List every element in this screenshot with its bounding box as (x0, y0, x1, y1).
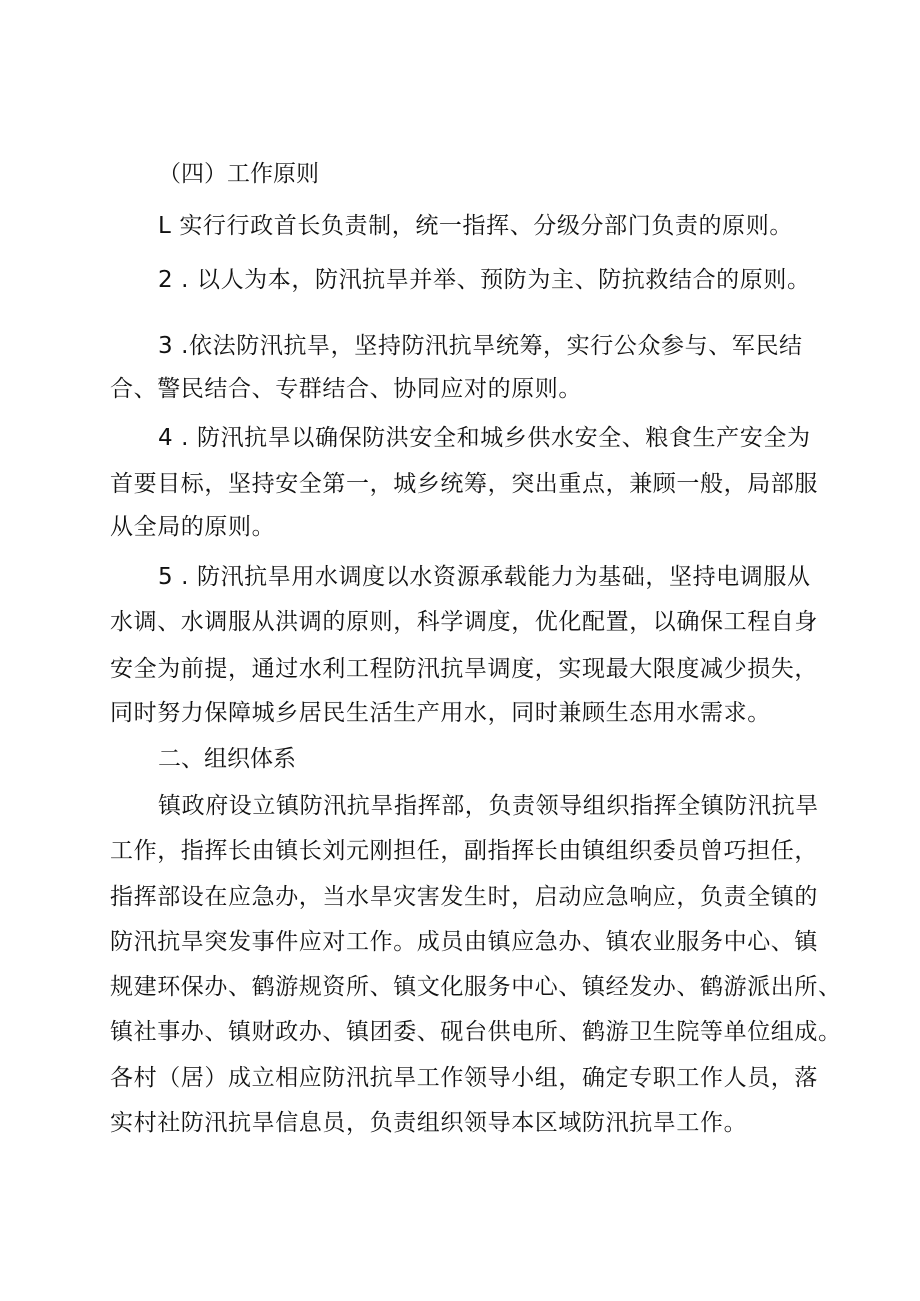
principle-3-line-2: 合、警民结合、专群结合、协同应对的原则。 (110, 376, 582, 402)
organization-line-8: 实村社防汛抗旱信息员，负责组织领导本区域防汛抗旱工作。 (110, 1110, 748, 1136)
principle-5-line-2: 水调、水调服从洪调的原则，科学调度，优化配置，以确保工程自身 (110, 609, 818, 635)
principle-3-line-1: 3 .依法防汛抗旱，坚持防汛抗旱统筹，实行公众参与、军民结 (158, 333, 803, 359)
organization-line-2: 工作，指挥长由镇长刘元刚担任，副指挥长由镇组织委员曾巧担任， (110, 838, 818, 864)
principle-4-line-3: 从全局的原则。 (110, 514, 276, 540)
principle-5-line-4: 同时努力保障城乡居民生活生产用水，同时兼顾生态用水需求。 (110, 700, 771, 726)
principle-5-line-3: 安全为前提，通过水利工程防汛抗旱调度，实现最大限度减少损失， (110, 656, 818, 682)
organization-line-3: 指挥部设在应急办，当水旱灾害发生时，启动应急响应，负责全镇的 (110, 884, 818, 910)
principle-4-line-1: 4 . 防汛抗旱以确保防洪安全和城乡供水安全、粮食生产安全为 (158, 425, 811, 451)
organization-line-5: 规建环保办、鹤游规资所、镇文化服务中心、镇经发办、鹤游派出所、 (110, 974, 842, 1000)
principle-1: L 实行行政首长负责制，统一指挥、分级分部门负责的原则。 (158, 213, 793, 239)
principle-5-line-1: 5 . 防汛抗旱用水调度以水资源承载能力为基础，坚持电调服从 (158, 564, 811, 590)
organization-line-1: 镇政府设立镇防汛抗旱指挥部，负责领导组织指挥全镇防汛抗旱 (158, 793, 819, 819)
organization-line-6: 镇社事办、镇财政办、镇团委、砚台供电所、鹤游卫生院等单位组成。 (110, 1019, 842, 1045)
organization-line-4: 防汛抗旱突发事件应对工作。成员由镇应急办、镇农业服务中心、镇 (110, 929, 818, 955)
principle-4-line-2: 首要目标，坚持安全第一，城乡统筹，突出重点，兼顾一般，局部服 (110, 471, 818, 497)
section-heading: （四）工作原则 (158, 161, 319, 187)
organization-line-7: 各村（居）成立相应防汛抗旱工作领导小组，确定专职工作人员，落 (110, 1065, 818, 1091)
chapter-heading: 二、组织体系 (158, 746, 296, 772)
principle-2: 2 . 以人为本，防汛抗旱并举、预防为主、防抗救结合的原则。 (158, 267, 811, 293)
